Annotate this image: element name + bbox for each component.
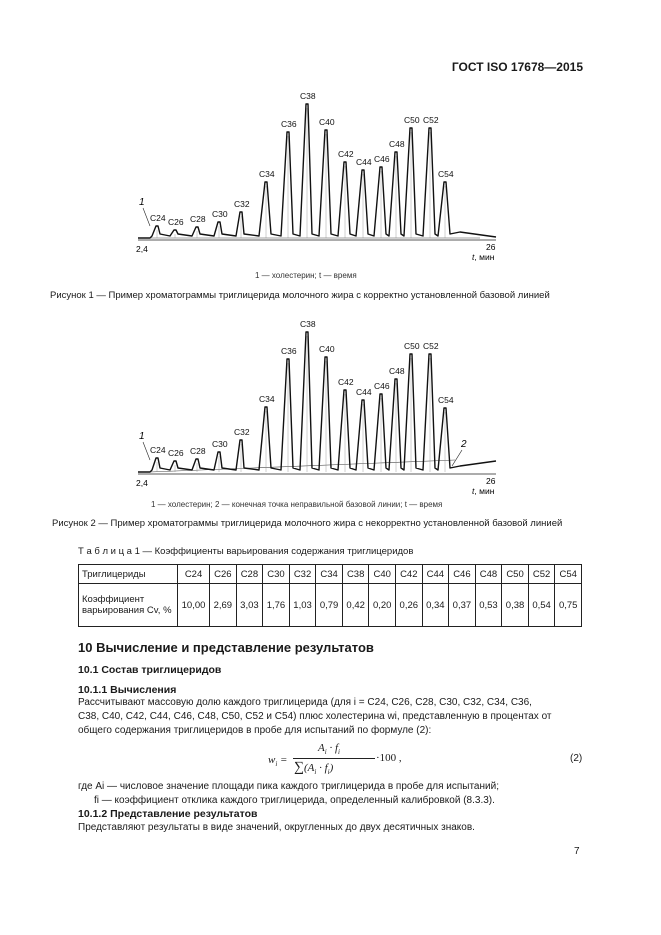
peak-label: C54 bbox=[438, 395, 454, 405]
table-cell: 10,00 bbox=[178, 584, 210, 627]
figure1-caption: Рисунок 1 — Пример хроматограммы триглицерида молочного жира с корректно установленной базовой линией bbox=[50, 290, 550, 301]
table-cell: 0,42 bbox=[342, 584, 369, 627]
peak-label: C28 bbox=[190, 214, 206, 224]
peak-label: C38 bbox=[300, 91, 316, 101]
where-A: где Ai — числовое значение площади пика каждого триглицерида в пробе для испытаний; bbox=[78, 781, 499, 792]
peak-label: C52 bbox=[423, 341, 439, 351]
peak-label: C34 bbox=[259, 169, 275, 179]
table-cell: 0,38 bbox=[502, 584, 529, 627]
paragraph-results: Представляют результаты в виде значений, округленных до двух десятичных знаков. bbox=[78, 822, 475, 833]
peak-label: C48 bbox=[389, 139, 405, 149]
section-10-1-title: 10.1 Состав триглицеридов bbox=[78, 664, 222, 676]
table-cell: 0,34 bbox=[422, 584, 449, 627]
peak-label: C30 bbox=[212, 439, 228, 449]
table-col: C30 bbox=[263, 565, 290, 584]
axis-unit-label bbox=[472, 486, 495, 496]
table-col: C52 bbox=[528, 565, 555, 584]
paragraph-line: C38, C40, C42, C44, C46, C48, C50, C52 и C54) плюс холестерина wi, представленную в процентах от bbox=[78, 711, 552, 722]
peak-label: C54 bbox=[438, 169, 454, 179]
peak-label: C32 bbox=[234, 199, 250, 209]
axis-unit-text: , мин bbox=[474, 252, 495, 262]
peak-label: C40 bbox=[319, 117, 335, 127]
peak-label: C44 bbox=[356, 387, 372, 397]
peak-label: C44 bbox=[356, 157, 372, 167]
page-number: 7 bbox=[574, 846, 580, 857]
table-col: C50 bbox=[502, 565, 529, 584]
table-cell: 0,79 bbox=[316, 584, 343, 627]
table-col: C44 bbox=[422, 565, 449, 584]
peak-label: C32 bbox=[234, 427, 250, 437]
table-header-row bbox=[79, 565, 582, 584]
table-col: C48 bbox=[475, 565, 502, 584]
baseline bbox=[150, 460, 455, 472]
axis-unit-var: t bbox=[472, 486, 475, 496]
table-cell: 0,20 bbox=[369, 584, 396, 627]
marker-2-label: 2 bbox=[461, 439, 467, 450]
marker-1-label: 1 bbox=[139, 197, 145, 208]
peak-label: C46 bbox=[374, 381, 390, 391]
chromatogram-figure-1 bbox=[136, 91, 496, 262]
peak-label: C28 bbox=[190, 446, 206, 456]
peak-label: C50 bbox=[404, 115, 420, 125]
peak-label: C50 bbox=[404, 341, 420, 351]
axis-end-label: 26 bbox=[486, 476, 496, 486]
axis-end-label: 26 bbox=[486, 242, 496, 252]
table-cell: 0,75 bbox=[555, 584, 582, 627]
table-row-label: Коэффициент варьирования Cv, % bbox=[79, 584, 178, 627]
table-col: C46 bbox=[449, 565, 476, 584]
marker-2-leader bbox=[452, 450, 462, 466]
peak-label: C48 bbox=[389, 366, 405, 376]
paragraph-calc bbox=[78, 696, 586, 738]
section-10-1-2-title: 10.1.2 Представление результатов bbox=[78, 808, 258, 820]
peak-label: C36 bbox=[281, 346, 297, 356]
table-row bbox=[79, 584, 582, 627]
peak-label: C24 bbox=[150, 213, 166, 223]
standard-header: ГОСТ ISO 17678—2015 bbox=[451, 60, 583, 74]
axis-unit-label bbox=[472, 252, 495, 262]
peak-label: C36 bbox=[281, 119, 297, 129]
table-col: C34 bbox=[316, 565, 343, 584]
figure2-caption: Рисунок 2 — Пример хроматограммы триглицерида молочного жира с некорректно установленной базовой линией bbox=[52, 518, 563, 529]
peak-label: C30 bbox=[212, 209, 228, 219]
marker-1-leader bbox=[143, 442, 150, 460]
formula-2: $w_i$ = $A_i \cdot f_i$ $\sum(A_i \cdot f_i)$ ·100 , bbox=[268, 742, 402, 777]
table-col: C54 bbox=[555, 565, 582, 584]
figure2-legend: 1 — холестерин; 2 — конечная точка неправильной базовой линии; t — время bbox=[151, 500, 443, 509]
table-col: C38 bbox=[342, 565, 369, 584]
paragraph-line: Рассчитывают массовую долю каждого триглицерида (для i = C24, C26, C28, C30, C32, C34, C36, bbox=[78, 697, 532, 708]
axis-start-label: 2,4 bbox=[136, 478, 148, 488]
table-col: C24 bbox=[178, 565, 210, 584]
table-cell: 0,37 bbox=[449, 584, 476, 627]
peak-label: C40 bbox=[319, 344, 335, 354]
peak-label: C26 bbox=[168, 448, 184, 458]
table-cell: 0,54 bbox=[528, 584, 555, 627]
table-header-label: Триглицериды bbox=[79, 565, 178, 584]
axis-start-label: 2,4 bbox=[136, 244, 148, 254]
where-f: fi — коэффициент отклика каждого триглицерида, определенный калибровкой (8.3.3). bbox=[94, 795, 495, 806]
table-col: C28 bbox=[236, 565, 263, 584]
table-col: C40 bbox=[369, 565, 396, 584]
table-col: C26 bbox=[210, 565, 237, 584]
table-col: C42 bbox=[396, 565, 423, 584]
axis-unit-text: , мин bbox=[474, 486, 495, 496]
table-cell: 0,53 bbox=[475, 584, 502, 627]
cv-table bbox=[78, 564, 582, 627]
axis-unit-var: t bbox=[472, 252, 475, 262]
table-col: C32 bbox=[289, 565, 316, 584]
marker-1-label: 1 bbox=[139, 431, 145, 442]
peak-label: C24 bbox=[150, 445, 166, 455]
table-title: Т а б л и ц а 1 — Коэффициенты варьирования содержания триглицеридов bbox=[78, 546, 414, 557]
section-10-title: 10 Вычисление и представление результатов bbox=[78, 640, 374, 655]
table-cell: 1,76 bbox=[263, 584, 290, 627]
table-cell: 1,03 bbox=[289, 584, 316, 627]
peak-label: C46 bbox=[374, 154, 390, 164]
table-cell: 2,69 bbox=[210, 584, 237, 627]
peak-label: C42 bbox=[338, 149, 354, 159]
formula-number: (2) bbox=[570, 753, 583, 764]
peak-label: C34 bbox=[259, 394, 275, 404]
peak-label: C42 bbox=[338, 377, 354, 387]
table-cell: 3,03 bbox=[236, 584, 263, 627]
table-cell: 0,26 bbox=[396, 584, 423, 627]
section-10-1-1-title: 10.1.1 Вычисления bbox=[78, 684, 177, 696]
peak-label: C38 bbox=[300, 319, 316, 329]
peak-label: C52 bbox=[423, 115, 439, 125]
chromatogram-figure-2 bbox=[136, 319, 496, 496]
figure1-legend: 1 — холестерин; t — время bbox=[255, 271, 357, 280]
paragraph-line: общего содержания триглицеридов в пробе для испытаний по формуле (2): bbox=[78, 725, 432, 736]
marker-1-leader bbox=[143, 208, 150, 226]
peak-label: C26 bbox=[168, 217, 184, 227]
